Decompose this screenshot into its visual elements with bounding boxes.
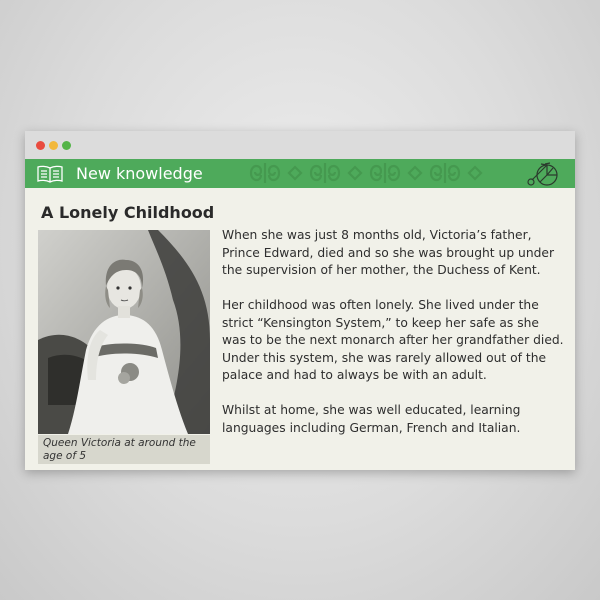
paragraph-3: Whilst at home, she was well educated, learning languages including German, French and Italian.	[222, 403, 521, 435]
portrait-image	[38, 230, 210, 434]
title-bar	[25, 131, 575, 159]
paragraph-1: When she was just 8 months old, Victoria’s father, Prince Edward, died and so she was brought up under the supervision of her mother, the Duchess of Kent.	[222, 228, 555, 277]
maximize-window-button[interactable]	[62, 141, 71, 150]
image-caption: Queen Victoria at around the age of 5	[38, 435, 210, 464]
minimize-window-button[interactable]	[49, 141, 58, 150]
penny-farthing-icon	[526, 161, 562, 187]
paragraph-2: Her childhood was often lonely. She lived under the strict “Kensington System,” to keep her safe as she was to be the next monarch after her grandfather died. Under this system, she was rarely allowed out of the palace and had to always be with an adult.	[222, 298, 564, 382]
browser-window	[25, 131, 575, 470]
portrait-illustration	[38, 230, 210, 434]
section-banner	[25, 159, 575, 188]
close-window-button[interactable]	[36, 141, 45, 150]
article-body	[222, 227, 564, 455]
open-book-icon	[36, 164, 64, 184]
banner-title: New knowledge	[76, 164, 203, 183]
article-heading: A Lonely Childhood	[41, 203, 215, 222]
